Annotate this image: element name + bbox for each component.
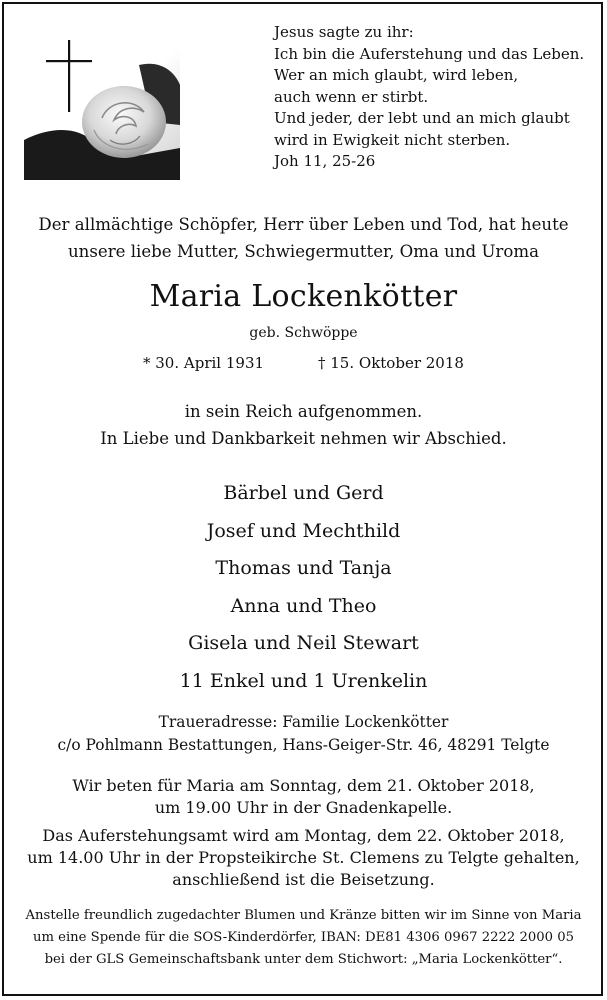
intro-text (0, 211, 607, 265)
donation-line: um eine Spende für die SOS-Kinderdörfer, IBAN: DE81 4306 0967 2222 2000 05 (32, 930, 575, 945)
donation-request (0, 905, 607, 971)
maiden-name: geb. Schwöppe (249, 325, 358, 341)
verse-line: wird in Ewigkeit nicht sterben. (274, 130, 511, 149)
funeral-line: Das Auferstehungsamt wird am Montag, dem 22. Oktober 2018, (42, 826, 565, 845)
funeral-line: anschließend ist die Beisetzung. (172, 870, 435, 889)
verse-reference: Joh 11, 25-26 (274, 152, 376, 170)
verse-line: auch wenn er stirbt. (274, 87, 429, 106)
intro-line: unsere liebe Mutter, Schwiegermutter, Oma und Uroma (68, 242, 539, 261)
prayer-line: Wir beten für Maria am Sonntag, dem 21. Oktober 2018, (72, 776, 535, 795)
verse-line: Ich bin die Auferstehung und das Leben. (274, 44, 585, 63)
birth-date: * 30. April 1931 (143, 354, 265, 372)
message-line: in sein Reich aufgenommen. (184, 402, 423, 421)
family-member: Bärbel und Gerd (223, 482, 384, 504)
family-member: Anna und Theo (230, 594, 377, 617)
mourning-address (0, 711, 607, 757)
family-member: Josef und Mechthild (206, 519, 401, 542)
family-member: 11 Enkel und 1 Urenkelin (179, 669, 428, 692)
service-info (0, 775, 607, 891)
death-date: † 15. Oktober 2018 (318, 354, 464, 372)
address-line: Traueradresse: Familie Lockenkötter (158, 713, 449, 731)
bible-verse (274, 22, 584, 173)
cross-and-rose-icon (24, 30, 180, 180)
verse-line: Wer an mich glaubt, wird leben, (274, 66, 519, 84)
verse-line: Und jeder, der lebt und an mich glaubt (274, 109, 570, 127)
prayer-line: um 19.00 Uhr in der Gnadenkapelle. (154, 798, 453, 817)
donation-line: bei der GLS Gemeinschaftsbank unter dem Stichwort: „Maria Lockenkötter“. (44, 952, 563, 967)
family-member: Thomas und Tanja (215, 557, 392, 579)
message-line: In Liebe und Dankbarkeit nehmen wir Abschied. (100, 429, 507, 448)
intro-line: Der allmächtige Schöpfer, Herr über Leben und Tod, hat heute (38, 215, 569, 234)
verse-line: Jesus sagte zu ihr: (274, 23, 414, 41)
family-member: Gisela und Neil Stewart (188, 632, 419, 654)
farewell-message (0, 398, 607, 452)
funeral-line: um 14.00 Uhr in der Propsteikirche St. Clemens zu Telgte gehalten, (27, 848, 580, 867)
address-line: c/o Pohlmann Bestattungen, Hans-Geiger-Str. 46, 48291 Telgte (57, 736, 550, 754)
deceased-name: Maria Lockenkötter (149, 279, 458, 314)
family-list (0, 475, 607, 700)
donation-line: Anstelle freundlich zugedachter Blumen und Kränze bitten wir im Sinne von Maria (25, 908, 582, 923)
